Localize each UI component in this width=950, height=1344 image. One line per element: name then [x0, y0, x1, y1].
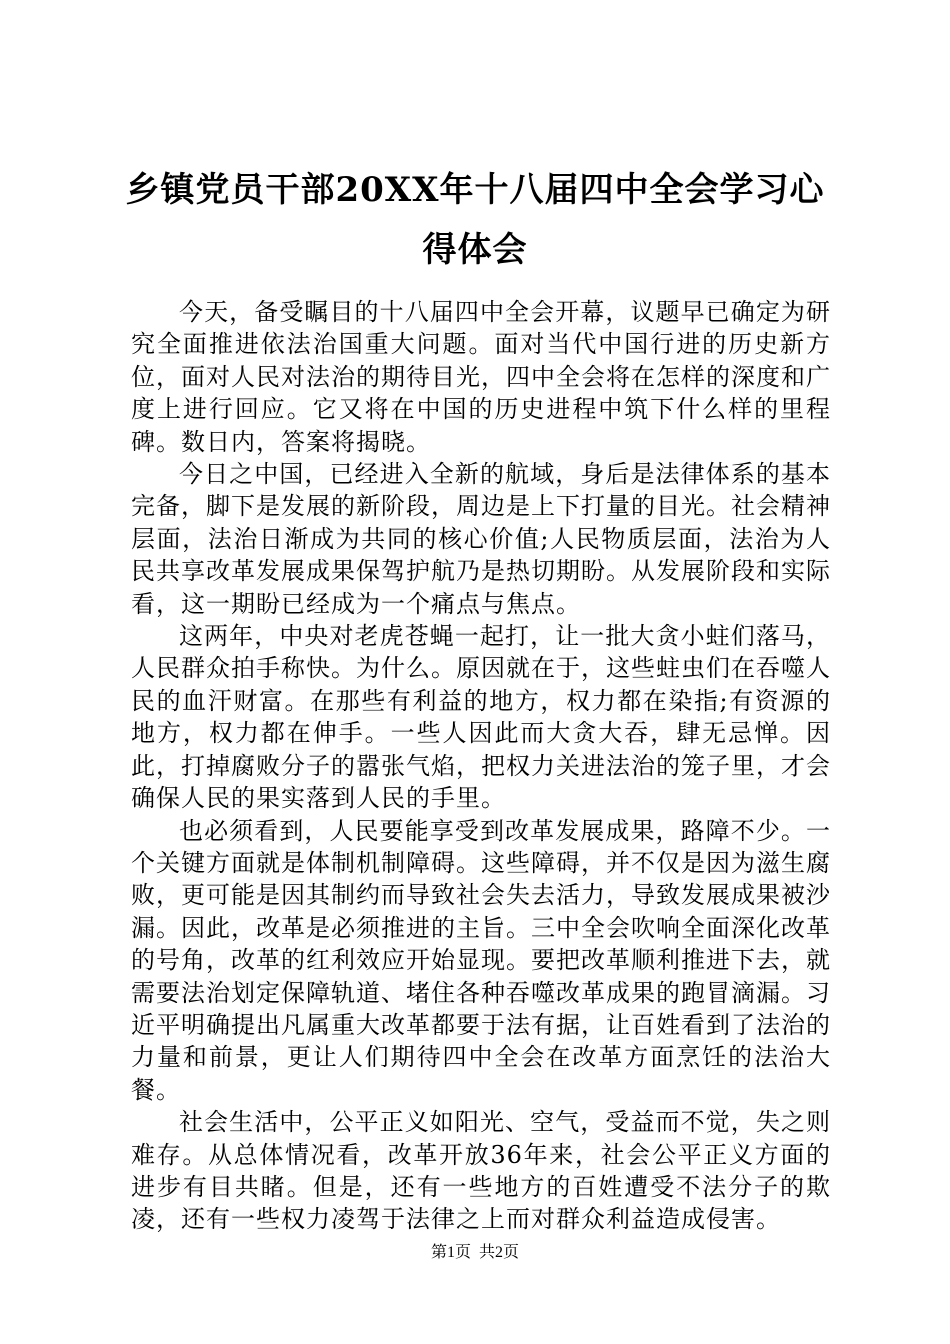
page-footer [0, 1243, 950, 1263]
paragraph: 今天，备受瞩目的十八届四中全会开幕，议题早已确定为研究全面推进依法治国重大问题。面对当代中国行进的历史新方位，面对人民对法治的期待目光，四中全会将在怎样的深度和广度上进行回应。它又将在中国的历史进程中筑下什么样的里程碑。数日内，答案将揭晓。 [131, 298, 831, 456]
paragraph: 这两年，中央对老虎苍蝇一起打，让一批大贪小蛀们落马，人民群众拍手称快。为什么。原因就在于，这些蛀虫们在吞噬人民的血汗财富。在那些有利益的地方，权力都在染指;有资源的地方，权力都在伸手。一些人因此而大贪大吞，肆无忌惮。因此，打掉腐败分子的嚣张气焰，把权力关进法治的笼子里，才会确保人民的果实落到人民的手里。 [131, 622, 831, 813]
paragraph: 今日之中国，已经进入全新的航域，身后是法律体系的基本完备，脚下是发展的新阶段，周边是上下打量的目光。社会精神层面，法治日渐成为共同的核心价值;人民物质层面，法治为人民共享改革发展成果保驾护航乃是热切期盼。从发展阶段和实际看，这一期盼已经成为一个痛点与焦点。 [131, 460, 831, 618]
page-number: 第1页 [430, 1244, 471, 1261]
page-total: 共2页 [479, 1244, 520, 1261]
paragraph: 也必须看到，人民要能享受到改革发展成果，路障不少。一个关键方面就是体制机制障碍。这些障碍，并不仅是因为滋生腐败，更可能是因其制约而导致社会失去活力，导致发展成果被沙漏。因此，改革是必须推进的主旨。三中全会吹响全面深化改革的号角，改革的红利效应开始显现。要把改革顺利推进下去，就需要法治划定保障轨道、堵住各种吞噬改革成果的跑冒滴漏。习近平明确提出凡属重大改革都要于法有据，让百姓看到了法治的力量和前景，更让人们期待四中全会在改革方面烹饪的法治大餐。 [131, 816, 831, 1104]
document-body [131, 296, 831, 1236]
paragraph: 社会生活中，公平正义如阳光、空气，受益而不觉，失之则难存。从总体情况看，改革开放36年来，社会公平正义方面的进步有目共睹。但是，还有一些地方的百姓遭受不法分子的欺凌，还有一些权力凌驾于法律之上而对群众利益造成侵害。 [131, 1108, 831, 1234]
document-title: 乡镇党员干部20XX年十八届四中全会学习心得体会 [125, 170, 825, 270]
